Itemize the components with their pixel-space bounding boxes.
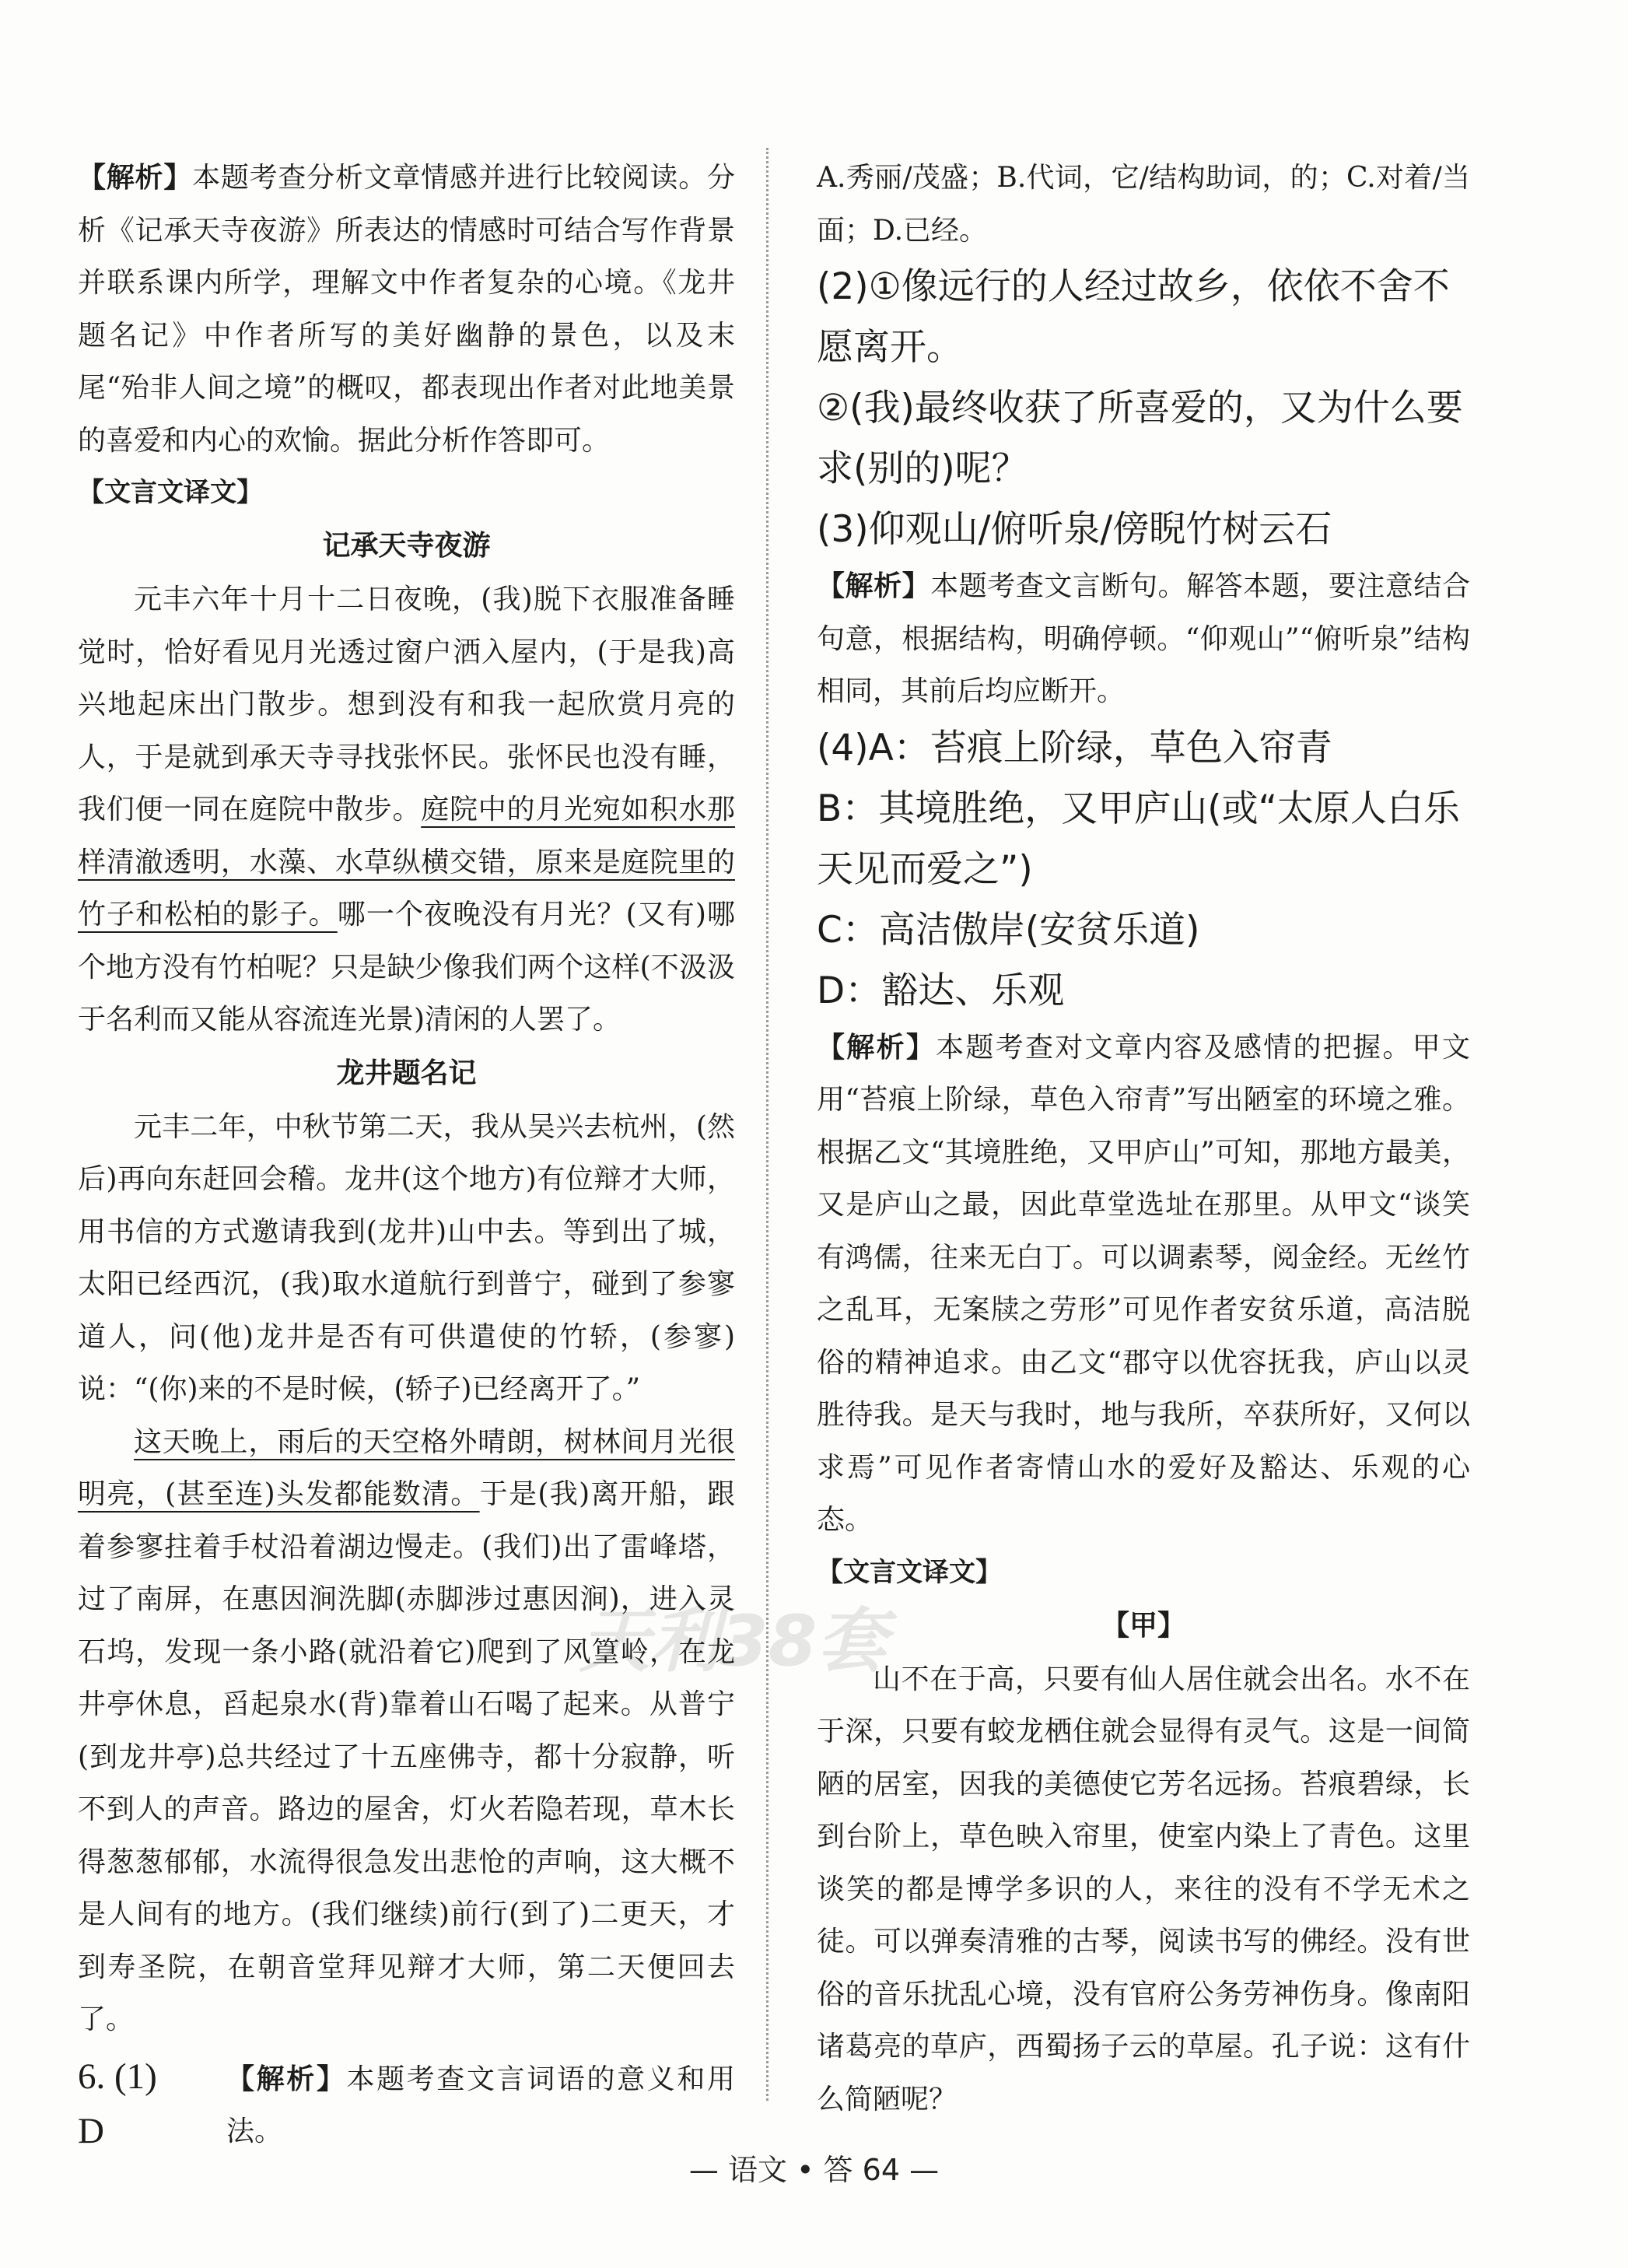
- jia-translation: 山不在于高，只要有仙人居住就会出名。水不在于深，只要有蛟龙栖住就会显得有灵气。这是一间简陋的居室，因我的美德使它芳名远扬。苔痕碧绿，长到台阶上，草色映入帘里，使室内染上了青色。这里谈笑的都是博学多识的人，来往的没有不学无术之徒。可以弹奏清雅的古琴，阅读书写的佛经。没有世俗的音乐扰乱心境，没有官府公务劳神伤身。像南阳诸葛亮的草庐，西蜀扬子云的草屋。孔子说：这有什么简陋呢？: [817, 1663, 1470, 2116]
- answer-3-text: 本题考查文言断句。解答本题，要注意结合句意，根据结构，明确停顿。“仰观山”“俯听泉”结构相同，其前后均应断开。: [817, 570, 1470, 707]
- left-column: [78, 152, 735, 2158]
- section-heading: 【文言文译文】: [78, 477, 263, 508]
- essay-2-underlined: 这天晚上，雨后的天空格外晴朗，树林间月光很明亮，(甚至连)头发都能数清。: [78, 1425, 735, 1510]
- analysis-tag: 【解析】: [78, 162, 193, 194]
- essay-2-text-b: 于是(我)离开船，跟着参寥拄着手杖沿着湖边慢走。(我们)出了雷峰塔，过了南屏，在惠因涧洗脚(赤脚涉过惠因涧)，进入灵石坞，发现一条小路(就沿着它)爬到了风篁岭，在龙井亭休息，舀起泉水(背)靠着山石喝了起来。从普宁(到龙井亭)总共经过了十五座佛寺，都十分寂静，听不到人的声音。路边的屋舍，灯火若隐若现，草木长得葱葱郁郁，水流得很急发出悲怆的声响，这大概不是人间有的地方。(我们继续)前行(到了)二更天，才到寿圣院，在朝音堂拜见辩才大师，第二天便回去了。: [78, 1478, 736, 2035]
- answer-4-d: D：豁达、乐观: [817, 969, 1065, 1012]
- answer-4-text: 本题考查对文章内容及感情的把握。甲文用“苔痕上阶绿，草色入帘青”写出陋室的环境之雅。根据乙文“其境胜绝，又甲庐山”可知，那地方最美，又是庐山之最，因此草堂选址在那里。从甲文“谈笑有鸿儒，往来无白丁。可以调素琴，阅金经。无丝竹之乱耳，无案牍之劳形”可见作者安贫乐道，高洁脱俗的精神追求。由乙文“郡守以优容抚我，庐山以灵胜待我。是天与我时，地与我所，卒获所好，又何以求焉”可见作者寄情山水的爱好及豁达、乐观的心态。: [817, 1031, 1470, 1536]
- answer-3-analysis: [817, 560, 1470, 718]
- essay-2-body-b: [78, 1416, 735, 2046]
- essay-1-underlined: 庭院中的月光宛如积水那样清澈透明，水藻、水草纵横交错，原来是庭院里的竹子和松柏的影子。: [78, 794, 735, 931]
- essay-title-2: 龙井题名记: [336, 1057, 477, 1089]
- right-column: [817, 152, 1470, 2126]
- watermark-text: 天利38套: [579, 1600, 888, 1682]
- section-heading-right: 【文言文译文】: [817, 1556, 1002, 1588]
- essay-1-body: [78, 573, 735, 1046]
- essay-title-1: 记承天寺夜游: [322, 530, 491, 562]
- question-6-answer: [78, 2049, 735, 2158]
- answer-4-a: (4)A：苔痕上阶绿，草色入帘青: [817, 726, 1332, 769]
- essay-1-text-a: 元丰六年十月十二日夜晚，(我)脱下衣服准备睡觉时，恰好看见月光透过窗户洒入屋内，(于是我)高兴地起床出门散步。想到没有和我一起欣赏月亮的人，于是就到承天寺寻找张怀民。张怀民也没有睡，我们便一同在庭院中散步。: [78, 584, 735, 826]
- answer-2-part-2: ②(我)最终收获了所喜爱的，又为什么要求(别的)呢？: [817, 387, 1463, 490]
- answer-3: (3)仰观山/俯听泉/傍睨竹树云石: [817, 508, 1332, 551]
- answer-3-tag: 【解析】: [817, 570, 931, 602]
- jia-title: 【甲】: [1101, 1609, 1185, 1642]
- answer-4-tag: 【解析】: [817, 1031, 937, 1064]
- essay-2-body-a: 元丰二年，中秋节第二天，我从吴兴去杭州，(然后)再向东赶回会稽。龙井(这个地方)有位辩才大师，用书信的方式邀请我到(龙井)山中去。等到出了城，太阳已经西沉，(我)取水道航行到普宁，碰到了参寥道人，问(他)龙井是否有可供遣使的竹轿，(参寥)说：“(你)来的不是时候，(轿子)已经离开了。”: [78, 1110, 735, 1405]
- analysis-text: 本题考查分析文章情感并进行比较阅读。分析《记承天寺夜游》所表达的情感时可结合写作背景并联系课内所学，理解文中作者复杂的心境。《龙井题名记》中作者所写的美好幽静的景色，以及末尾“殆非人间之境”的概叹，都表现出作者对此地美景的喜爱和内心的欢愉。据此分析作答即可。: [78, 162, 735, 457]
- answer-4-b: B：其境胜绝，又甲庐山(或“太原人白乐天见而爱之”): [817, 787, 1460, 891]
- answer-4-c: C：高洁傲岸(安贫乐道): [817, 908, 1200, 952]
- page-number: — 语文 • 答 64 —: [688, 2153, 940, 2187]
- question-6-text: 本题考查文言词语的意义和用法。: [226, 2063, 735, 2147]
- analysis-paragraph: [78, 152, 735, 467]
- answer-4-analysis: [817, 1022, 1470, 1547]
- question-6-analysis: [226, 2053, 735, 2158]
- column-divider: [766, 148, 768, 2101]
- answer-2-part-1: (2)①像远行的人经过故乡，依依不舍不愿离开。: [817, 265, 1450, 369]
- question-6-tag: 【解析】: [226, 2063, 347, 2095]
- answer-1-options: A.秀丽/茂盛；B.代词，它/结构助词，的；C.对着/当面；D.已经。: [817, 162, 1470, 247]
- essay-1-text-b: 哪一个夜晚没有月光？(又有)哪个地方没有竹柏呢？只是缺少像我们两个这样(不汲汲于名利而又能从容流连光景)清闲的人罢了。: [78, 899, 735, 1036]
- question-6-number: 6. (1) D: [78, 2056, 157, 2151]
